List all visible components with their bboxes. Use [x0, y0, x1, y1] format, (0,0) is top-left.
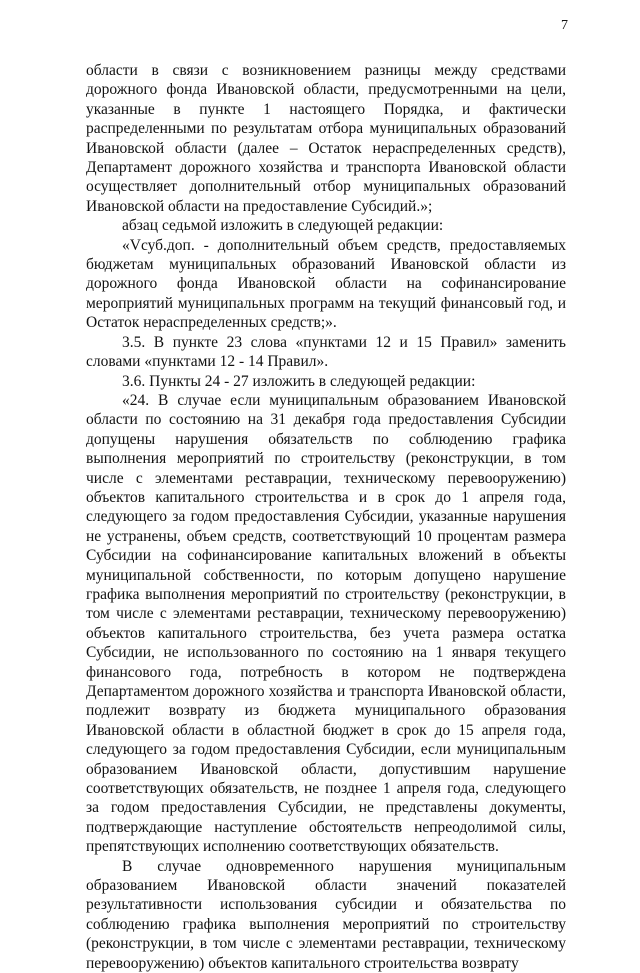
paragraph: абзац седьмой изложить в следующей редакции:	[122, 217, 444, 235]
page-number: 7	[561, 18, 568, 33]
paragraph: В случае одновременного нарушения муниципальным образованием Ивановской области значений показателей результативности использования субсидии и обязательства по соблюдению графика выполнения мероприятий по строительству (реконструкции, в том числе с элементами реставрации, техническому перевооружению) объектов капитального строительства возврату	[86, 857, 566, 972]
paragraph: «24. В случае если муниципальным образованием Ивановской области по состоянию на 31 декабря года предоставления Субсидии допущены нарушения обязательств по соблюдению графика выполнения мероприятий по строительству (реконструкции, в том числе с элементами реставрации, техническому перевооружению) объектов капитального строительства и в срок до 1 апреля года, следующего за годом предоставления Субсидии, указанные нарушения не устранены, объем средств, соответствующий 10 процентам размера Субсидии на софинансирование капитальных вложений в объекты муниципальной собственности, по которым допущено нарушение графика выполнения мероприятий по строительству (реконструкции, в том числе с элементами реставрации, техническому перевооружению) объектов капитального строительства, без учета размера остатка Субсидии, не использованного по состоянию на 1 января текущего финансового года, потребность в котором не подтверждена Департаментом дорожного хозяйства и транспорта Ивановской области, подлежит возврату из бюджета муниципального образования Ивановской области в областной бюджет в срок до 15 апреля года, следующего за годом предоставления Субсидии, если муниципальным образованием Ивановской области, допустившим нарушение соответствующих обязательств, не позднее 1 апреля года, следующего за годом предоставления Субсидии, не представлены документы, подтверждающие наступление обстоятельств непреодолимой силы, препятствующих исполнению соответствующих обязательств.	[86, 391, 566, 856]
paragraph: области в связи с возникновением разницы между средствами дорожного фонда Ивановской области, предусмотренными на цели, указанные в пункте 1 настоящего Порядка, и фактически распределенными по результатам отбора муниципальных образований Ивановской области (далее – Остаток нераспределенных средств), Департамент дорожного хозяйства и транспорта Ивановской области осуществляет дополнительный отбор муниципальных образований Ивановской области на предоставление Субсидий.»;	[86, 62, 566, 215]
paragraph: «Vсуб.доп. - дополнительный объем средств, предоставляемых бюджетам муниципальных образований Ивановской области из дорожного фонда Ивановской области на софинансирование мероприятий муниципальных программ на текущий финансовый год, и Остаток нераспределенных средств;».	[86, 236, 566, 332]
paragraph: 3.5. В пункте 23 слова «пунктами 12 и 15 Правил» заменить словами «пунктами 12 - 14 Правил».	[86, 333, 566, 371]
paragraph: 3.6. Пункты 24 - 27 изложить в следующей редакции:	[122, 372, 476, 390]
document-body	[86, 61, 566, 973]
